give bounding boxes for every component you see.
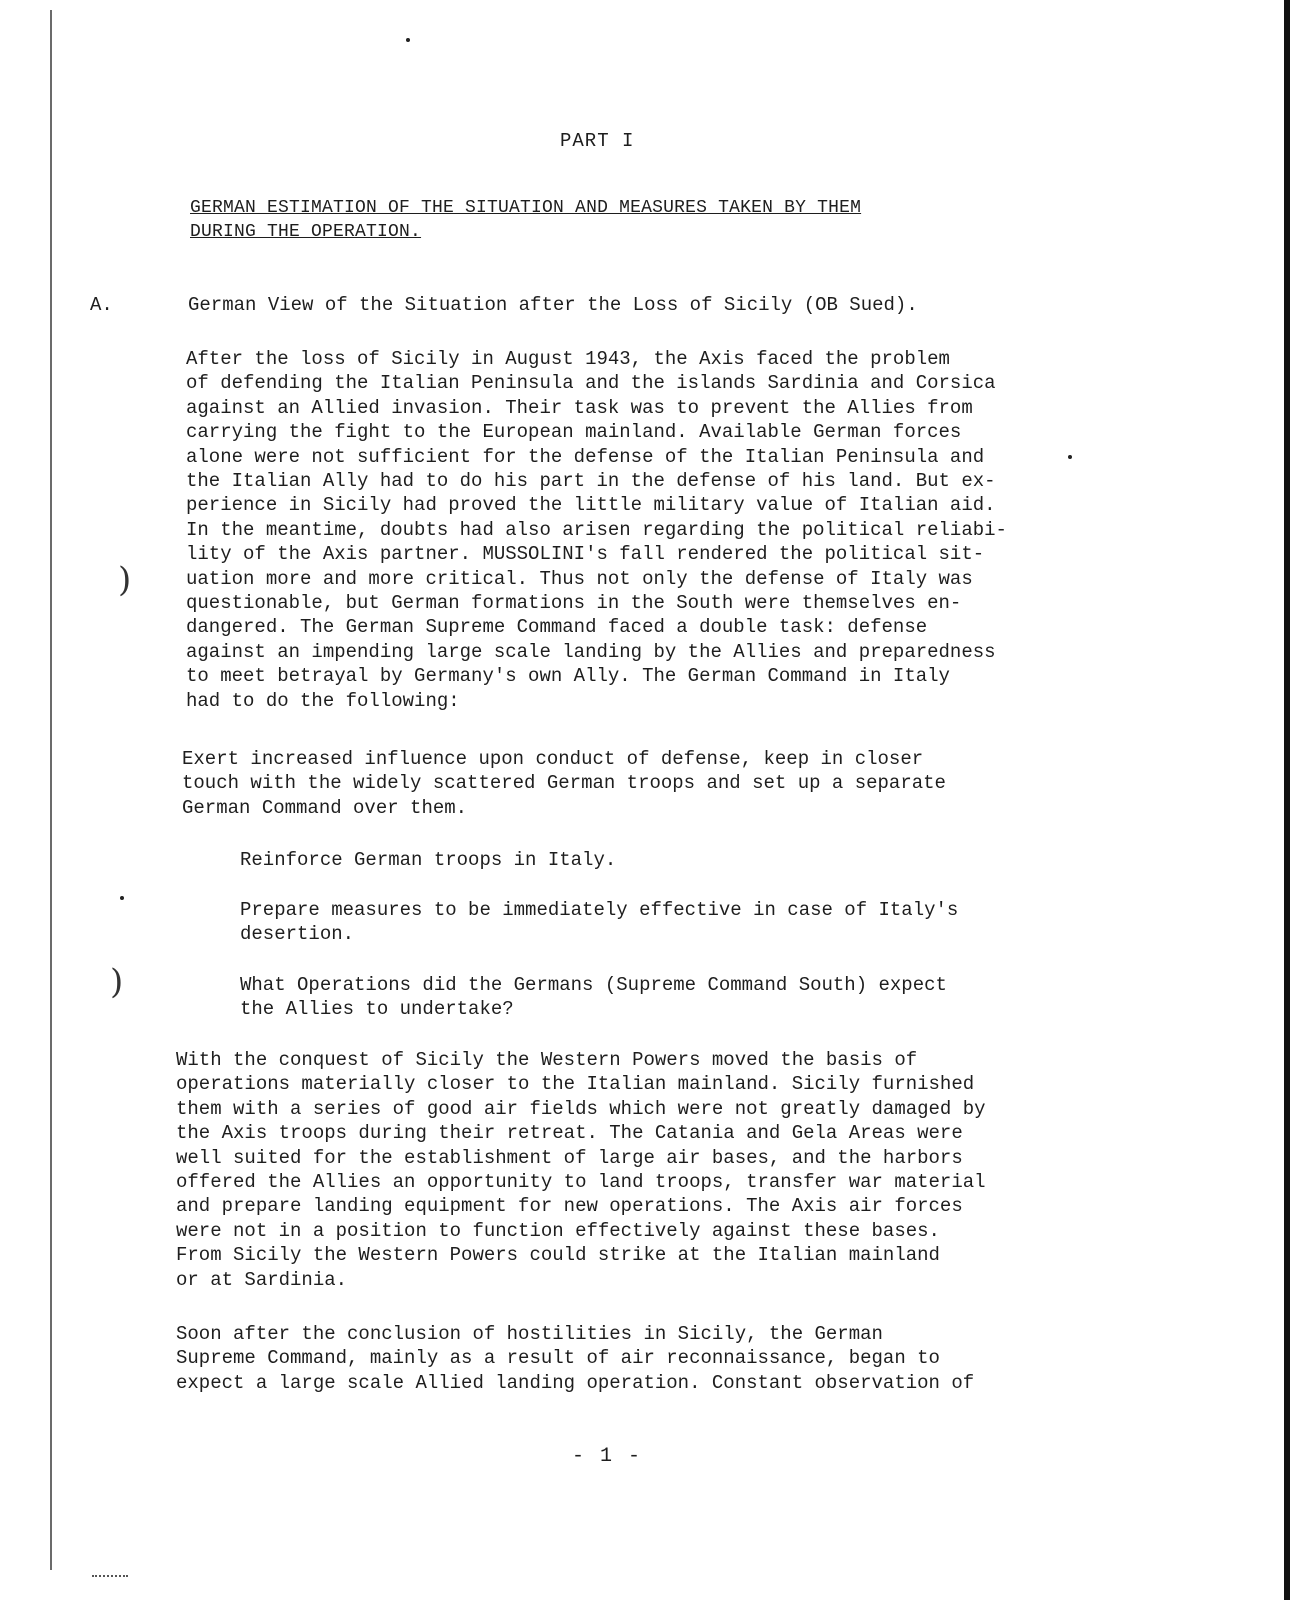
paragraph: What Operations did the Germans (Supreme Command South) expect the Allies to undertake? <box>240 974 947 1021</box>
page-number: - 1 - <box>572 1445 643 1468</box>
paragraph: Prepare measures to be immediately effective in case of Italy's desertion. <box>240 899 959 946</box>
paragraph: With the conquest of Sicily the Western Powers moved the basis of operations materially closer to the Italian mainland. Sicily furnished them with a series of good air fields which were not greatly damaged by the Axis troops during their retreat. The Catania and Gela Areas were well suited for the establishment of large air bases, and the harbors offered the Allies an opportunity to land troops, transfer war material and prepare landing equipment for new operations. The Axis air forces were not in a position to function effectively against these bases. From Sicily the Western Powers could strike at the Italian mainland or at Sardinia. <box>176 1049 986 1291</box>
binding-edge-line <box>50 10 52 1570</box>
document-heading: GERMAN ESTIMATION OF THE SITUATION AND MEASURES TAKEN BY THEM DURING THE OPERATION. <box>190 198 862 242</box>
paragraph: Reinforce German troops in Italy. <box>240 849 617 871</box>
paragraph: Soon after the conclusion of hostilities in Sicily, the German Supreme Command, mainly as a result of air reconnaissance, began to expect a large scale Allied landing operation. Constant observation of <box>176 1323 975 1394</box>
paragraph: After the loss of Sicily in August 1943, the Axis faced the problem of defending the Italian Peninsula and the islands Sardinia and Corsica against an Allied invasion. Their task was to prevent the Allies from carrying the fight to the European mainland. Available German forces alone were not sufficient for the defense of the Italian Peninsula and the Italian Ally had to do his part in the defense of his land. But ex- perience in Sicily had proved the little military value of Italian aid. In the meantime, doubts had also arisen regarding the political reliabi- lity of the Axis partner. MUSSOLINI's fall rendered the political sit- uation more and more critical. Thus not only the defense of Italy was questionable, but German formations in the South were themselves en- dangered. The German Supreme Command faced a double task: defense against an impending large scale landing by the Allies and preparedness to meet betrayal by Germany's own Ally. The German Command in Italy had to do the following: <box>186 348 1007 712</box>
section-title: German View of the Situation after the Loss of Sicily (OB Sued). <box>188 294 918 316</box>
scan-speck <box>406 38 410 42</box>
margin-mark: ) <box>110 962 124 1002</box>
part-title: PART I <box>560 130 635 152</box>
scan-artifact-dashes <box>92 1575 128 1578</box>
scan-speck <box>120 896 124 900</box>
margin-mark: ) <box>118 560 132 600</box>
scan-edge-border <box>1284 0 1290 1600</box>
section-letter: A. <box>90 294 113 316</box>
paragraph: Exert increased influence upon conduct of defense, keep in closer touch with the widely scattered German troops and set up a separate German Command over them. <box>182 748 946 819</box>
